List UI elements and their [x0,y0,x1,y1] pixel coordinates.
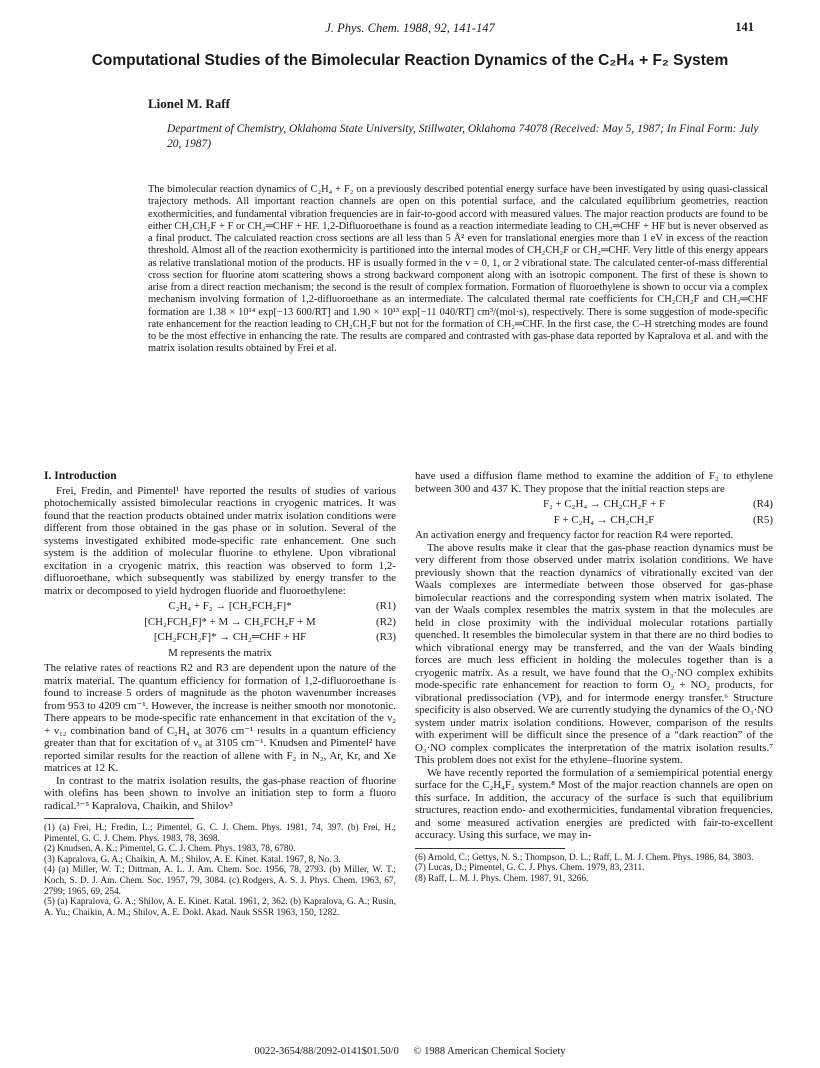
abstract: The bimolecular reaction dynamics of C₂H₄ + F₂ on a previously described potential energy surface have been investigated by using quasi-classical trajectory methods. All important reaction channels are open on this potential surface, and the calculated equilibrium geometries, reaction exothermicities, and fundamental vibration frequencies are in fair-to-good accord with measured values. The major reaction products are found to be either CH₂CH₂F + F or CH₂═CHF + HF. 1,2-Difluoroethane is found as a reaction intermediate leading to CH₂═CHF + HF but is never observed as a final product. The calculated reaction cross sections are all less than 5 Å² even for translational energies more than 1 eV in excess of the reaction threshold. Almost all of the reaction exothermicity is partitioned into the internal modes of CH₂CH₂F or CH₂═CHF. Very little of this energy appears as relative translational motion of the products. HF is usually formed in the v = 0, 1, or 2 vibrational state. The calculated center-of-mass differential cross section for fluorine atom scattering shows a strong backward component along with an isotropic component. The first of these is shown to arise from a direct reaction mechanism; the second is the result of complex formation. Formation of fluoroethylene is shown to occur via a complex mechanism involving formation of 1,2-difluoroethane as an intermediate. The calculated thermal rate coefficients for CH₂CH₂F and CH₂═CHF formation are 1.38 × 10¹⁴ exp[−13 600/RT] and 1.90 × 10¹³ exp[−11 040/RT] cm³/(mol·s), respectively. There is some suggestion of mode-specific rate enhancement for the reaction leading to CH₂CH₂F but not for the formation of CH₂═CHF. In the first case, the C–H stretching modes are found to be the most effective in enhancing the rate. The results are compared and contrasted with gas-phase data reported by Kapralova et al. and with the matrix isolation results obtained by Frei et al. [148,184,768,355]
publication-code: 0022-3654/88/2092-0141$01.50/0 [254,1046,399,1057]
author-affiliation: Department of Chemistry, Oklahoma State University, Stillwater, Oklahoma 74078 (Received: May 5, 1987; In Final Form: July 20, 1987) [167,123,759,150]
equation-r1 [44,600,396,613]
right-column [415,470,773,884]
equation-text: C₂H₄ + F₂ → [CH₂FCH₂F]* [168,600,292,612]
paragraph: We have recently reported the formulation of a semiempirical potential energy surface for the C₂H₄F₂ system.⁸ Most of the major reaction channels are open on this surface. In addition, the accuracy of the surface is such that equilibrium structures, reaction endo- and exothermicities, fundamental vibration frequencies, and some measured activation energies are predicted with fair-to-excellent accuracy. Using this surface, we may in- [415,766,773,841]
footnote: (8) Raff, L. M. J. Phys. Chem. 1987, 91, 3266. [415,873,589,884]
matrix-note: M represents the matrix [168,646,272,659]
footnote: (1) (a) Frei, H.; Fredin, L.; Pimentel, G. C. J. Chem. Phys. 1981, 74, 397. (b) Frei, H.; Pimentel, G. C. J. Chem. Phys. 1983, 78, 3698. [44,823,396,844]
equation-r4 [415,498,773,511]
footnote-rule [415,848,565,849]
article-title: Computational Studies of the Bimolecular Reaction Dynamics of the C₂H₄ + F₂ System [91,52,729,69]
paragraph: The relative rates of reactions R2 and R3 are dependent upon the nature of the matrix material. The quantum efficiency for formation of 1,2-difluoroethane is found to increase 5 orders of magnitude as the photon wavenumber increases from 953 to 4209 cm⁻¹. However, the increase is neither smooth nor monotonic. There appears to be mode-specific rate enhancement in that excitation of the ν₂ + ν₁₂ combination band of C₂H₄ at 3076 cm⁻¹ results in a quantum efficiency greater than that for excitation of ν₉ at 3105 cm⁻¹. Knudsen and Pimentel² have reported similar results for the reaction of allene with F₂ in N₂, Ar, Kr, and Xe matrices at 12 K. [44,662,396,774]
paragraph: An activation energy and frequency factor for reaction R4 were reported. [415,529,734,541]
footnote: (7) Lucas, D.; Pimentel, G. C. J. Phys. Chem. 1979, 83, 2311. [415,863,645,874]
footnote: (2) Knudsen, A. K.; Pimentel, G. C. J. Chem. Phys. 1983, 78, 6780. [44,844,296,855]
equation-number: (R4) [753,498,773,510]
equation-r3 [44,631,396,644]
section-heading: I. Introduction [44,470,117,482]
footnote-rule [44,818,194,819]
paragraph: In contrast to the matrix isolation results, the gas-phase reaction of fluorine with olefins has been shown to involve an initiation step to form a fluoro radical.³⁻⁵ Kapralova, Chaikin, and Shilov³ [44,774,396,812]
equation-text: F₂ + C₂H₄ → CH₂CH₂F + F [542,498,666,510]
equation-number: (R1) [376,600,396,612]
footnote: (5) (a) Kapralova, G. A.; Shilov, A. E. Kinet. Katal. 1961, 2, 362. (b) Kapralova, G. A.; Rusin, A. Yu.; Chaikin, A. M.; Shilov, A. E. Dokl. Akad. Nauk SSSR 1963, 150, 1282. [44,897,396,918]
equation-text: [CH₂FCH₂F]* → CH₂═CHF + HF [153,631,307,643]
equation-r2 [44,616,396,629]
equation-text: F + C₂H₄ → CH₂CH₂F [553,513,655,526]
author-name: Lionel M. Raff [148,96,230,111]
footnote: (3) Kapralova, G. A.; Chaikin, A. M.; Shilov, A. E. Kinet. Katal. 1967, 8, No. 3. [44,854,341,865]
equation-number: (R5) [753,513,773,526]
footnote: (4) (a) Miller, W. T.; Dittman, A. L. J. Am. Chem. Soc. 1956, 78, 2793. (b) Miller, W. T.; Koch, S. D. J. Am. Chem. Soc. 1957, 79, 3084. (c) Rodgers, A. S. J. Phys. Chem. 1963, 67, 2799; 1965, 69, 254. [44,865,396,897]
equation-number: (R2) [376,615,396,628]
page-number: 141 [735,20,754,34]
equation-text: [CH₂FCH₂F]* + M → CH₂FCH₂F + M [144,615,316,628]
copyright-notice: © 1988 American Chemical Society [413,1046,566,1057]
paragraph: The above results make it clear that the gas-phase reaction dynamics must be very different from those observed under matrix isolation conditions. We have previously shown that the reaction dynamics of vibrationally excited van der Waals complexes are intermediate between those observed for gas-phase bimolecular reactions and the corresponding system when matrix isolated. The van der Waals complex resembles the matrix system in that the molecules are held in close proximity with the individual molecular rotations partially quenched. It resembles the bimolecular system in that there are no third bodies to which vibrational energy may be transferred, and the van der Waals binding forces are much less efficient in holding the molecules together than is a cryogenic matrix. As a result, we have found that the O₃·NO complex exhibits mode-specific rate enhancement for reaction to form O₂ + NO₂ products, for vibrational predissociation (VP), and for intermode energy transfer.⁶ Structure specificity is also observed. We are currently studying the dynamics of the O₃·NO system under matrix isolation conditions. However, comparison of the results with experiment will be difficult since the presence of a “dark reaction” of the O₃·NO complex complicates the interpretation of the matrix isolation results.⁷ This problem does not exist for the ethylene–fluorine system. [415,541,773,766]
equation-number: (R3) [376,631,396,643]
running-head: J. Phys. Chem. 1988, 92, 141-147 [325,21,495,35]
page-footer [0,1046,820,1057]
paragraph: have used a diffusion flame method to examine the addition of F₂ to ethylene between 300 and 437 K. They propose that the initial reaction steps are [415,470,773,495]
equation-r5 [415,514,773,527]
paragraph: Frei, Fredin, and Pimentel¹ have reported the results of studies of various photochemically assisted bimolecular reactions in cryogenic matrices. It was found that the reaction products obtained under matrix isolation conditions were different from those obtained in the gas phase or in solution. Several of the systems investigated exhibited mode-specific rate enhancement. One such system is the addition of molecular fluorine to ethylene. Upon vibrational excitation in a cryogenic matrix, this reaction was observed to form 1,2-difluoroethane, which subsequently was stabilized by energy transfer to the matrix or decomposed to yield hydrogen fluoride and fluoroethylene: [44,484,396,597]
left-column [44,470,396,918]
footnote: (6) Arnold, C.; Gettys, N. S.; Thompson, D. L.; Raff, L. M. J. Chem. Phys. 1986, 84, 3803. [415,852,754,863]
